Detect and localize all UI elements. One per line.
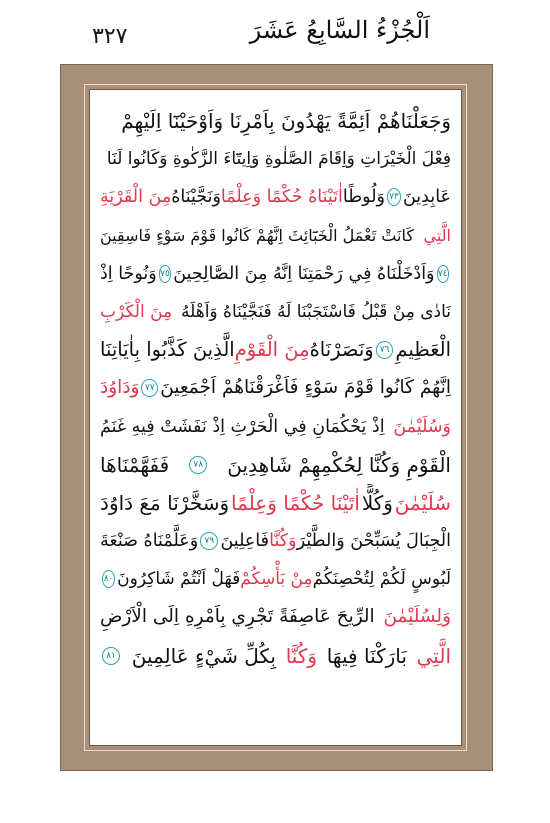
text-line — [100, 408, 451, 446]
verse-text: وَجَعَلْنَاهُمْ اَئِمَّةً يَهْدُونَ بِاَمْرِنَا وَاَوْحَيْنَٓا اِلَيْهِمْ — [121, 109, 451, 133]
verse-text: وَسَخَّرْنَا مَعَ دَاوُدَ — [100, 490, 230, 515]
verse-text: فَاعِلِينَ — [220, 531, 270, 552]
verse-number-marker: ٨٠ — [102, 570, 115, 588]
highlighted-text: الَّتِي — [416, 643, 451, 668]
verse-text: الَّذِينَ كَذَّبُوا بِاٰيَاتِنَا — [100, 338, 235, 362]
text-line — [100, 331, 451, 369]
highlighted-text: وَدَاوُدَ — [100, 377, 140, 399]
verse-text: الْجِبَالَ يُسَبِّحْنَ وَالطَّيْرَ — [296, 531, 451, 552]
highlighted-text: وَلِسُلَيْمٰنَ — [383, 606, 451, 628]
verse-text: اِذْ يَحْكُمَانِ فِي الْحَرْثِ اِذْ نَفَشَتْ فِيهِ غَنَمُ — [100, 416, 385, 437]
text-line — [100, 178, 451, 216]
text-line — [100, 637, 451, 675]
verse-text: فَهَلْ اَنْتُمْ شَاكِرُونَ — [117, 569, 241, 590]
highlighted-text: اٰتَيْنَا حُكْمًا وَعِلْمًا — [231, 490, 360, 515]
verse-text: الْقَوْمِ وَكُنَّا لِحُكْمِهِمْ شَاهِدِينَ — [227, 452, 451, 477]
verse-text: لَبُوسٍ لَكُمْ لِتُحْصِنَكُمْ — [312, 569, 451, 590]
verse-text: فِعْلَ الْخَيْرَاتِ وَاِقَامَ الصَّلٰوةِ وَاِيتَٓاءَ الزَّكٰوةِ وَكَانُوا لَنَا — [106, 149, 451, 170]
verse-text: فَفَهَّمْنَاهَا — [100, 452, 170, 477]
text-line — [100, 484, 451, 522]
text-line — [100, 446, 451, 484]
text-line — [100, 369, 451, 407]
text-line — [100, 102, 451, 140]
verse-text: عَابِدِينَ — [402, 187, 451, 208]
highlighted-text: مِنَ الْكَرْبِ — [100, 301, 173, 322]
highlighted-text: مِنْ بَأْسِكُمْ — [240, 569, 313, 590]
verse-number-marker: ٧٤ — [437, 265, 449, 283]
highlighted-text: وَكُنَّا — [285, 643, 317, 668]
verse-number-marker: ٧٧ — [141, 379, 158, 397]
verse-text: وَنَصَرْنَاهُ — [309, 338, 374, 362]
verse-number-marker: ٧٩ — [200, 532, 218, 550]
text-line — [100, 255, 451, 293]
page-number: ٣٢٧ — [92, 24, 128, 49]
highlighted-text: وَكُنَّا — [269, 531, 297, 552]
text-line — [100, 217, 451, 255]
highlighted-text: سُلَيْمٰنَ — [394, 490, 451, 515]
highlighted-text: وَسُلَيْمٰنَ — [393, 416, 451, 437]
text-line — [100, 522, 451, 560]
verse-text: نَادٰى مِنْ قَبْلُ فَاسْتَجَبْنَا لَهُ فَنَجَّيْنَاهُ وَاَهْلَهُ — [181, 301, 451, 322]
highlighted-text: مِنَ الْقَوْمِ — [234, 338, 310, 362]
highlighted-text: اٰتَيْنَاهُ حُكْمًا وَعِلْمًا — [220, 187, 343, 208]
verse-number-marker: ٧٣ — [387, 188, 401, 206]
verse-text: كَانَتْ تَعْمَلُ الْخَبَٓائِثَ اِنَّهُمْ كَانُوا قَوْمَ سَوْءٍ فَاسِقِينَ — [100, 225, 414, 245]
verse-number-marker: ٧٨ — [189, 456, 207, 474]
verse-text: وَنُوحًا اِذْ — [100, 263, 157, 284]
text-area — [89, 89, 462, 746]
verse-text: الرِّيحَ عَاصِفَةً تَجْرِي بِاَمْرِهِ اِلَى الْاَرْضِ — [100, 606, 375, 628]
verse-text: وَكُلًّا — [361, 490, 393, 515]
page-header — [0, 0, 550, 62]
text-line — [100, 140, 451, 178]
verse-text: بَارَكْنَا فِيهَا — [326, 643, 407, 668]
verse-text: اِنَّهُمْ كَانُوا قَوْمَ سَوْءٍ فَاَغْرَقْنَاهُمْ اَجْمَعِينَ — [160, 377, 451, 399]
highlighted-text: مِنَ الْقَرْيَةِ — [100, 187, 172, 208]
quran-text-block — [100, 102, 451, 735]
verse-text: بِكُلِّ شَيْءٍ عَالِمِينَ — [131, 643, 276, 668]
verse-number-marker: ٧٦ — [376, 341, 394, 359]
verse-text: وَنَجَّيْنَاهُ — [171, 187, 221, 208]
verse-text: وَلُوطًا — [342, 187, 385, 208]
verse-text: وَاَدْخَلْنَاهُ فِي رَحْمَتِنَا اِنَّهُ مِنَ الصَّالِحِينَ — [173, 263, 435, 284]
verse-text: وَعَلَّمْنَاهُ صَنْعَةَ — [100, 531, 199, 552]
text-line — [100, 598, 451, 636]
verse-number-marker: ٧٥ — [159, 265, 171, 283]
verse-text: الْعَظِيمِ — [395, 338, 451, 362]
text-line — [100, 560, 451, 598]
highlighted-text: الَّتِي — [423, 225, 451, 245]
page-frame-border — [60, 64, 493, 771]
verse-number-marker: ٨١ — [102, 647, 120, 665]
text-line — [100, 293, 451, 331]
juz-title: اَلْجُزْءُ السَّابِعُ عَشَرَ — [249, 16, 430, 44]
